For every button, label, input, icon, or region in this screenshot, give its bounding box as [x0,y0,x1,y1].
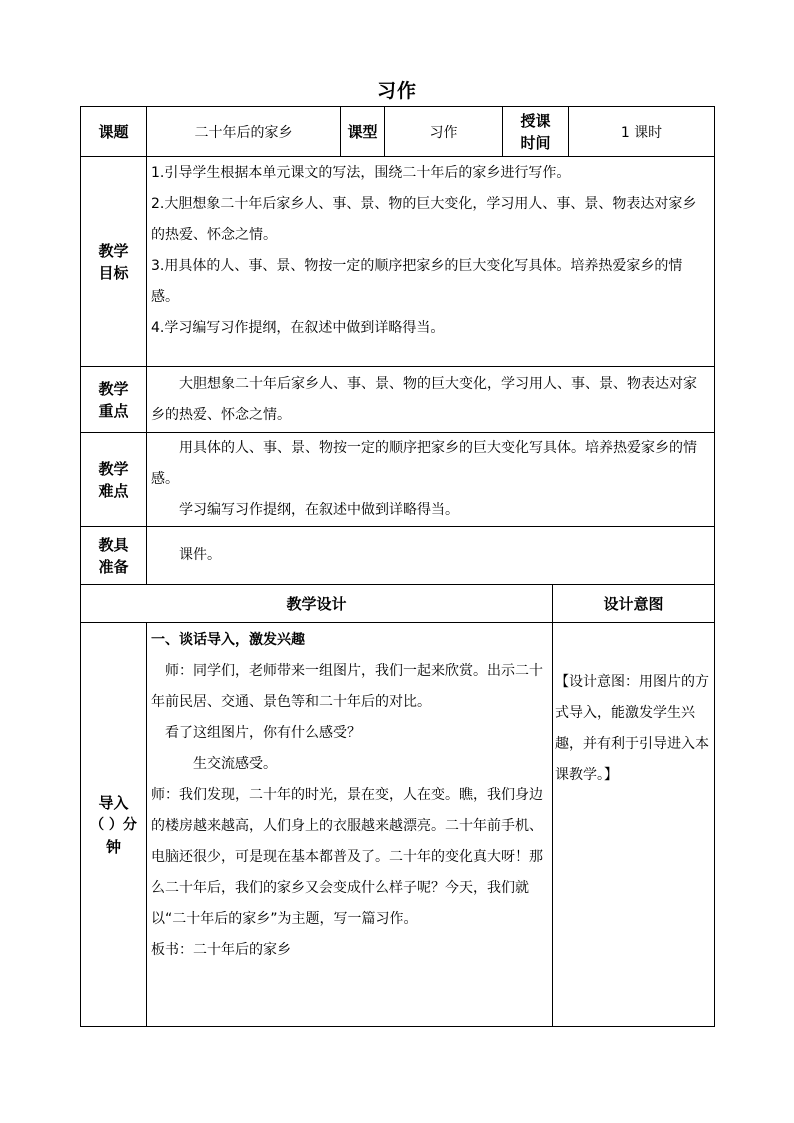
topic-value: 二十年后的家乡 [147,107,341,157]
intro-heading: 一、谈话导入，激发兴趣 [151,632,305,648]
key-points-label [81,367,147,433]
intro-paragraph-2: 看了这组图片，你有什么感受？ [165,725,361,741]
objectives-row [81,157,715,367]
materials-label-line-2: 准备 [98,557,129,576]
header-row [81,107,715,157]
difficulties-text-2: 学习编写习作提纲，在叙述中做到详略得当。 [179,502,459,518]
intro-paragraph-3: 生交流感受。 [193,756,277,772]
type-value: 习作 [385,107,503,157]
intro-label-line-2: （ ）分 [90,816,137,833]
difficulties-text-1: 用具体的人、事、景、物按一定的顺序把家乡的巨大变化写具体。培养热爱家乡的情感。 [151,440,697,487]
intro-paragraph-1: 师：同学们，老师带来一组图片，我们一起来欣赏。出示二十年前民居、交通、景色等和二十年后的对比。 [151,663,543,710]
materials-label [81,527,147,585]
design-header-right: 设计意图 [553,585,715,623]
document-title: 习作 [376,80,417,102]
difficulties-label [81,433,147,527]
key-points-content [147,367,715,433]
objectives-label [81,157,147,367]
intro-label-line-1: 导入 [98,793,129,812]
difficulties-content [147,433,715,527]
objective-item: 3.用具体的人、事、景、物按一定的顺序把家乡的巨大变化写具体。培养热爱家乡的情感。 [151,258,683,305]
objective-item: 1.引导学生根据本单元课文的写法，围绕二十年后的家乡进行写作。 [151,165,571,181]
difficulties-label-line-1: 教学 [98,459,129,478]
time-label-line-2: 时间 [520,133,551,152]
time-label [503,107,569,157]
materials-content [147,527,715,585]
objectives-label-line-2: 目标 [98,263,129,282]
intro-label [81,623,147,1027]
time-value: 1 课时 [569,107,715,157]
intro-paragraph-4: 师：我们发现，二十年的时光，景在变，人在变。瞧，我们身边的楼房越来越高，人们身上的衣服越来越漂亮。二十年前手机、电脑还很少，可是现在基本都普及了。二十年的变化真大呀！那么二十年后，我们的家乡又会变成什么样子呢？今天，我们就以“二十年后的家乡”为主题，写一篇习作。 [151,787,543,927]
design-header-row [81,585,715,623]
materials-label-line-1: 教具 [98,535,129,554]
key-points-label-line-1: 教学 [98,379,129,398]
objectives-label-line-1: 教学 [98,241,129,260]
intro-row [81,623,715,1027]
topic-label: 课题 [81,107,147,157]
time-label-line-1: 授课 [520,111,551,130]
lesson-plan-table [80,106,715,1027]
intro-label-line-3: 钟 [105,837,121,856]
type-label: 课型 [341,107,385,157]
materials-row [81,527,715,585]
design-header-left: 教学设计 [81,585,553,623]
intro-paragraph-5: 板书：二十年后的家乡 [151,942,291,958]
key-points-label-line-2: 重点 [98,401,129,420]
intro-content [147,623,553,1027]
difficulties-row [81,433,715,527]
objectives-content [147,157,715,367]
design-intent-note: 【设计意图：用图片的方式导入，能激发学生兴趣，并有利于引导进入本课教学。】 [553,623,715,1027]
difficulties-label-line-2: 难点 [98,481,129,500]
objective-item: 2.大胆想象二十年后家乡人、事、景、物的巨大变化，学习用人、事、景、物表达对家乡的热爱、怀念之情。 [151,196,697,243]
objective-item: 4.学习编写习作提纲，在叙述中做到详略得当。 [151,320,445,336]
materials-text: 课件。 [179,547,221,563]
key-points-row [81,367,715,433]
key-points-text: 大胆想象二十年后家乡人、事、景、物的巨大变化，学习用人、事、景、物表达对家乡的热爱、怀念之情。 [151,375,697,423]
